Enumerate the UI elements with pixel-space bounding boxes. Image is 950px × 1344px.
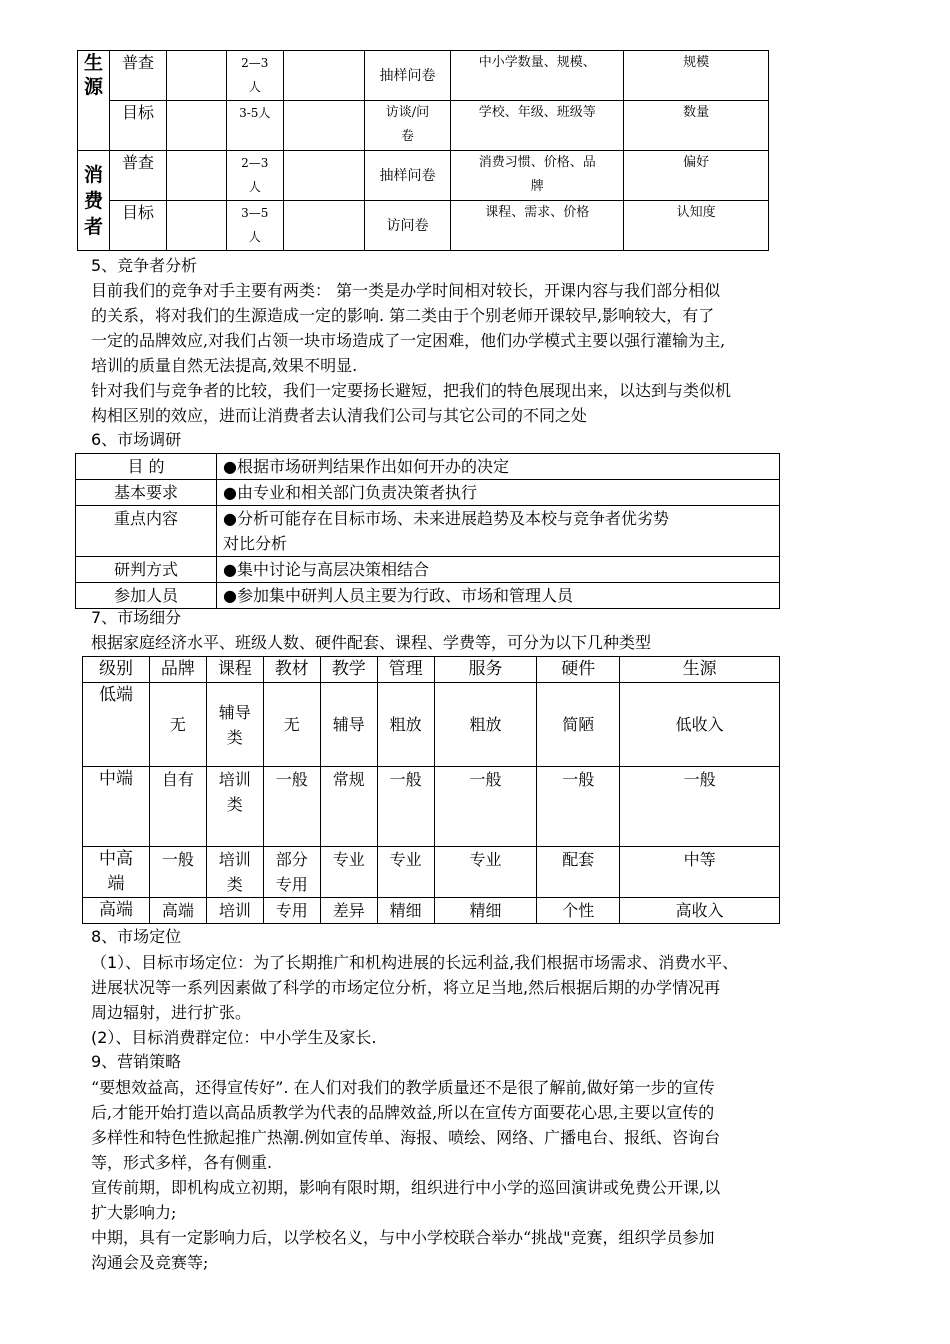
empty-cell [283, 51, 364, 101]
table-row [83, 847, 780, 898]
section-heading: 6、市场调研 [91, 430, 182, 449]
row-key: 基本要求 [76, 480, 217, 506]
focus-cell: 认知度 [624, 201, 769, 251]
row-value: ●参加集中研判人员主要为行政、市场和管理人员 [217, 583, 780, 609]
group-label: 消费者 [78, 151, 110, 251]
row-value: ●分析可能存在目标市场、未来进展趋势及本校与竞争者优劣势 对比分析 [217, 506, 780, 557]
data-cell: 培训 [206, 898, 263, 924]
paragraph-positioning: （1）、目标市场定位：为了长期推广和机构进展的长远利益,我们根据市场需求、消费水平、 进展状况等一系列因素做了科学的市场定位分析，将立足当地,然后根据后期的办学情况再 周边辐射，进行扩张。 (2）、目标消费群定位：中小学生及家长. [91, 953, 739, 1047]
table-row [83, 767, 780, 847]
header-cell: 管理 [377, 657, 434, 683]
focus-cell: 规模 [624, 51, 769, 101]
header-cell: 教学 [320, 657, 377, 683]
table-row [78, 101, 769, 151]
survey-table [77, 50, 769, 251]
table-row [83, 898, 780, 924]
data-cell: 自有 [149, 767, 206, 847]
data-cell: 无 [149, 683, 206, 767]
empty-cell [166, 201, 226, 251]
type-cell: 普查 [109, 151, 166, 201]
table-row [78, 201, 769, 251]
table-row [76, 480, 780, 506]
data-cell: 专业 [434, 847, 537, 898]
data-cell: 差异 [320, 898, 377, 924]
table-row [76, 454, 780, 480]
focus-cell: 数量 [624, 101, 769, 151]
row-value: ●根据市场研判结果作出如何开办的决定 [217, 454, 780, 480]
header-cell: 品牌 [149, 657, 206, 683]
data-cell: 个性 [537, 898, 620, 924]
type-cell: 目标 [109, 201, 166, 251]
empty-cell [166, 51, 226, 101]
table-row [83, 683, 780, 767]
content-cell: 消费习惯、价格、品 牌 [451, 151, 624, 201]
section-heading: 5、竞争者分析 [91, 256, 198, 275]
table-row [78, 151, 769, 201]
table-row [78, 51, 769, 101]
header-cell: 教材 [263, 657, 320, 683]
content-cell: 中小学数量、规模、 [451, 51, 624, 101]
data-cell: 专业 [377, 847, 434, 898]
header-cell: 服务 [434, 657, 537, 683]
paragraph-marketing: “要想效益高，还得宣传好”. 在人们对我们的教学质量还不是很了解前,做好第一步的宣传 后,才能开始打造以高品质教学为代表的品牌效益,所以在宣传方面要花心思,主要以宣传的 多样性和特色性掀起推广热潮.例如宣传单、海报、喷绘、网络、广播电台、报纸、咨询台 等，形式多样，各有侧重. 宣传前期，即机构成立初期，影响有限时期，组织进行中小学的巡回演讲或免费公开课,以 扩大影响力; 中期，具有一定影响力后，以学校名义，与中小学校联合举办“挑战"竞赛，组织学员参加 沟通会及竞赛等; [91, 1078, 721, 1272]
data-cell: 一般 [537, 767, 620, 847]
level-cell: 高端 [83, 898, 150, 924]
focus-cell: 偏好 [624, 151, 769, 201]
content-cell: 学校、年级、班级等 [451, 101, 624, 151]
row-key: 参加人员 [76, 583, 217, 609]
row-value: ●集中讨论与高层决策相结合 [217, 557, 780, 583]
empty-cell [283, 101, 364, 151]
row-key: 重点内容 [76, 506, 217, 557]
type-cell: 普查 [109, 51, 166, 101]
data-cell: 高端 [149, 898, 206, 924]
level-cell: 中高端 [83, 847, 150, 898]
data-cell: 粗放 [377, 683, 434, 767]
method-cell: 抽样问卷 [364, 51, 451, 101]
data-cell: 专用 [263, 898, 320, 924]
level-cell: 低端 [83, 683, 150, 767]
data-cell: 培训类 [206, 847, 263, 898]
data-cell: 无 [263, 683, 320, 767]
empty-cell [166, 151, 226, 201]
data-cell: 一般 [620, 767, 780, 847]
level-cell: 中端 [83, 767, 150, 847]
empty-cell [283, 201, 364, 251]
header-cell: 课程 [206, 657, 263, 683]
section-heading: 9、营销策略 [91, 1052, 182, 1071]
data-cell: 专业 [320, 847, 377, 898]
data-cell: 简陋 [537, 683, 620, 767]
method-cell: 访问卷 [364, 201, 451, 251]
data-cell: 一般 [263, 767, 320, 847]
data-cell: 辅导 [320, 683, 377, 767]
table-row [76, 583, 780, 609]
empty-cell [283, 151, 364, 201]
header-cell: 生源 [620, 657, 780, 683]
header-cell: 硬件 [537, 657, 620, 683]
people-cell: 2—3 人 [226, 51, 283, 101]
data-cell: 部分专用 [263, 847, 320, 898]
header-cell: 级别 [83, 657, 150, 683]
row-key: 目 的 [76, 454, 217, 480]
empty-cell [166, 101, 226, 151]
people-cell: 2—3 人 [226, 151, 283, 201]
data-cell: 配套 [537, 847, 620, 898]
method-cell: 抽样问卷 [364, 151, 451, 201]
data-cell: 粗放 [434, 683, 537, 767]
content-cell: 课程、需求、价格 [451, 201, 624, 251]
data-cell: 辅导类 [206, 683, 263, 767]
table-row [76, 557, 780, 583]
data-cell: 一般 [377, 767, 434, 847]
section-heading: 7、市场细分 [91, 608, 182, 627]
type-cell: 目标 [109, 101, 166, 151]
row-value: ●由专业和相关部门负责决策者执行 [217, 480, 780, 506]
paragraph-competitors: 目前我们的竞争对手主要有两类： 第一类是办学时间相对较长，开课内容与我们部分相似 的关系，将对我们的生源造成一定的影响. 第二类由于个别老师开课较早,影响较大，有了 一定的品牌效应,对我们占领一块市场造成了一定困难，他们办学模式主要以强行灌输为主, 培训的质量自然无法提高,效果不明显. 针对我们与竞争者的比较，我们一定要扬长避短，把我们的特色展现出来，以达到与类似机 构相区别的效应，进而让消费者去认清我们公司与其它公司的不同之处 [91, 281, 732, 425]
table-header-row [83, 657, 780, 683]
people-cell: 3-5人 [226, 101, 283, 151]
data-cell: 精细 [377, 898, 434, 924]
data-cell: 一般 [434, 767, 537, 847]
data-cell: 一般 [149, 847, 206, 898]
section-heading: 8、市场定位 [91, 927, 182, 946]
data-cell: 培训类 [206, 767, 263, 847]
method-cell: 访谈/问 卷 [364, 101, 451, 151]
data-cell: 低收入 [620, 683, 780, 767]
data-cell: 精细 [434, 898, 537, 924]
research-table [75, 453, 780, 609]
table-row [76, 506, 780, 557]
row-key: 研判方式 [76, 557, 217, 583]
data-cell: 高收入 [620, 898, 780, 924]
segment-table [82, 656, 780, 924]
group-label: 生源 [78, 51, 110, 151]
data-cell: 中等 [620, 847, 780, 898]
segment-intro: 根据家庭经济水平、班级人数、硬件配套、课程、学费等，可分为以下几种类型 [91, 633, 652, 652]
data-cell: 常规 [320, 767, 377, 847]
people-cell: 3—5 人 [226, 201, 283, 251]
